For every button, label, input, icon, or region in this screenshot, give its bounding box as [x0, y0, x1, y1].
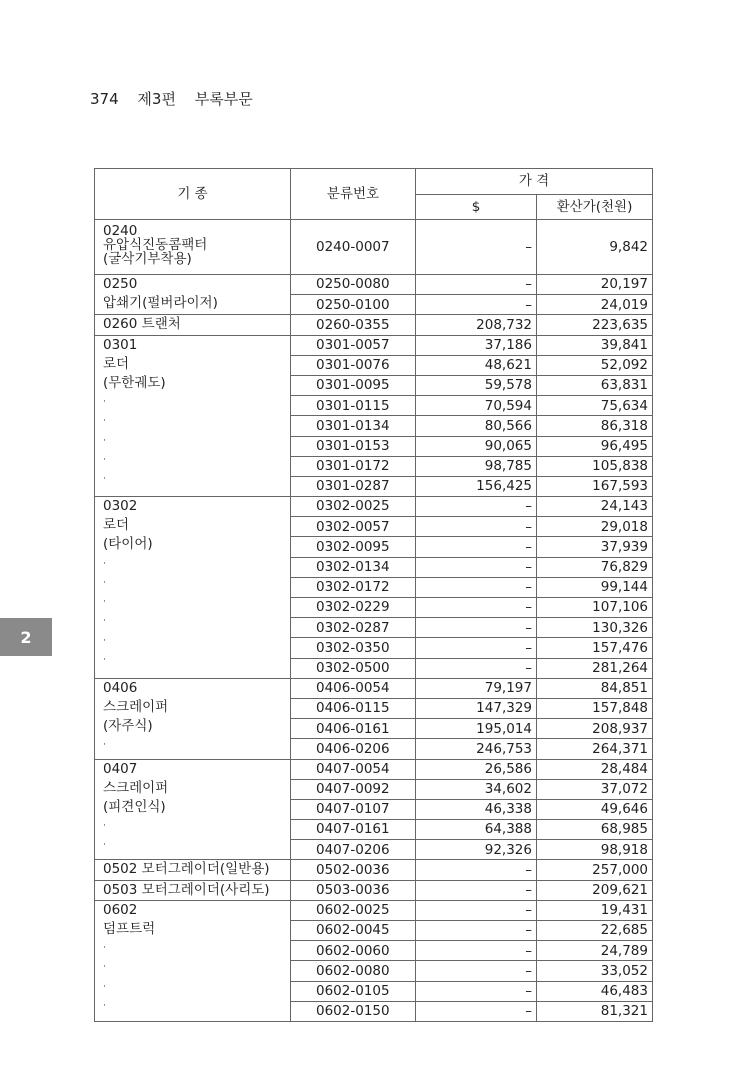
model-line: · — [103, 454, 106, 465]
code-cell: 0301-0095 — [291, 375, 416, 395]
krw-cell: 24,019 — [537, 295, 653, 315]
krw-cell: 20,197 — [537, 275, 653, 295]
krw-cell: 223,635 — [537, 315, 653, 335]
col-header-usd: $ — [416, 194, 537, 220]
krw-cell: 84,851 — [537, 678, 653, 698]
code-cell: 0302-0134 — [291, 557, 416, 577]
model-cell — [95, 860, 291, 880]
code-cell: 0301-0172 — [291, 456, 416, 476]
model-line: · — [103, 740, 106, 751]
usd-cell: 48,621 — [416, 355, 537, 375]
usd-cell: 208,732 — [416, 315, 537, 335]
krw-cell: 24,143 — [537, 497, 653, 517]
krw-cell: 157,848 — [537, 698, 653, 718]
code-cell: 0250-0080 — [291, 275, 416, 295]
code-cell: 0406-0206 — [291, 739, 416, 759]
model-line: 0302 — [103, 498, 138, 515]
usd-cell: 90,065 — [416, 436, 537, 456]
model-line: 0503 모터그레이더(사리도) — [103, 881, 270, 898]
usd-cell: – — [416, 517, 537, 537]
model-line: 스크레이퍼 — [103, 698, 169, 715]
model-line: · — [103, 943, 106, 954]
krw-cell: 37,072 — [537, 779, 653, 799]
krw-cell: 107,106 — [537, 598, 653, 618]
usd-cell: – — [416, 577, 537, 597]
usd-cell: – — [416, 275, 537, 295]
usd-cell: – — [416, 598, 537, 618]
price-table — [94, 168, 653, 1022]
usd-cell: – — [416, 860, 537, 880]
usd-cell: 46,338 — [416, 799, 537, 819]
col-header-model: 기 종 — [95, 169, 291, 220]
model-cell — [95, 880, 291, 900]
model-line: (무한궤도) — [103, 374, 166, 391]
code-cell: 0406-0161 — [291, 719, 416, 739]
model-line: 0250 — [103, 276, 138, 292]
model-line: 0301 — [103, 336, 138, 353]
col-header-krw: 환산가(천원) — [537, 194, 653, 220]
code-cell: 0602-0060 — [291, 941, 416, 961]
krw-cell: 98,918 — [537, 840, 653, 860]
krw-cell: 28,484 — [537, 759, 653, 779]
usd-cell: – — [416, 658, 537, 678]
krw-cell: 46,483 — [537, 981, 653, 1001]
code-cell: 0407-0054 — [291, 759, 416, 779]
code-cell: 0302-0229 — [291, 598, 416, 618]
usd-cell: 34,602 — [416, 779, 537, 799]
model-line: · — [103, 981, 106, 992]
code-cell: 0602-0150 — [291, 1001, 416, 1021]
model-cell — [95, 335, 291, 497]
model-line: (피견인식) — [103, 798, 166, 815]
krw-cell: 63,831 — [537, 375, 653, 395]
table-body — [95, 220, 653, 1022]
code-cell: 0301-0115 — [291, 396, 416, 416]
model-line: 0406 — [103, 679, 138, 696]
code-cell: 0406-0115 — [291, 698, 416, 718]
model-line: · — [103, 654, 106, 665]
code-cell: 0301-0057 — [291, 335, 416, 355]
section-label: 부록부문 — [194, 90, 253, 108]
code-cell: 0406-0054 — [291, 678, 416, 698]
model-line: 0602 — [103, 901, 138, 918]
code-cell: 0260-0355 — [291, 315, 416, 335]
model-line: · — [103, 416, 106, 427]
krw-cell: 19,431 — [537, 900, 653, 920]
usd-cell: – — [416, 941, 537, 961]
krw-cell: 49,646 — [537, 799, 653, 819]
table-row — [95, 900, 653, 920]
krw-cell: 33,052 — [537, 961, 653, 981]
krw-cell: 75,634 — [537, 396, 653, 416]
usd-cell: – — [416, 880, 537, 900]
table-row — [95, 678, 653, 698]
table-row — [95, 315, 653, 335]
model-cell — [95, 900, 291, 1021]
model-line: 0502 모터그레이더(일반용) — [103, 861, 270, 878]
code-cell: 0301-0153 — [291, 436, 416, 456]
krw-cell: 208,937 — [537, 719, 653, 739]
model-line: · — [103, 962, 106, 973]
code-cell: 0503-0036 — [291, 880, 416, 900]
code-cell: 0602-0080 — [291, 961, 416, 981]
usd-cell: – — [416, 1001, 537, 1021]
usd-cell: – — [416, 537, 537, 557]
krw-cell: 264,371 — [537, 739, 653, 759]
usd-cell: – — [416, 497, 537, 517]
usd-cell: 195,014 — [416, 719, 537, 739]
code-cell: 0602-0025 — [291, 900, 416, 920]
model-cell — [95, 759, 291, 860]
usd-cell: – — [416, 961, 537, 981]
code-cell: 0301-0287 — [291, 476, 416, 496]
model-line: 0407 — [103, 760, 138, 777]
usd-cell: 37,186 — [416, 335, 537, 355]
usd-cell: – — [416, 220, 537, 275]
code-cell: 0301-0134 — [291, 416, 416, 436]
table-row — [95, 220, 653, 275]
krw-cell: 96,495 — [537, 436, 653, 456]
page-header — [90, 88, 267, 109]
table-row — [95, 497, 653, 517]
usd-cell: 80,566 — [416, 416, 537, 436]
table-row — [95, 275, 653, 295]
model-cell — [95, 275, 291, 315]
krw-cell: 157,476 — [537, 638, 653, 658]
krw-cell: 52,092 — [537, 355, 653, 375]
model-line: (자주식) — [103, 718, 153, 735]
usd-cell: – — [416, 618, 537, 638]
model-line: · — [103, 821, 106, 832]
code-cell: 0240-0007 — [291, 220, 416, 275]
usd-cell: 59,578 — [416, 375, 537, 395]
krw-cell: 76,829 — [537, 557, 653, 577]
usd-cell: 147,329 — [416, 698, 537, 718]
chapter-tab: 2 — [0, 618, 52, 656]
code-cell: 0250-0100 — [291, 295, 416, 315]
model-line: (굴삭기부착용) — [103, 251, 192, 267]
code-cell: 0302-0095 — [291, 537, 416, 557]
krw-cell: 209,621 — [537, 880, 653, 900]
model-line: · — [103, 435, 106, 446]
model-line: · — [103, 577, 106, 588]
krw-cell: 39,841 — [537, 335, 653, 355]
krw-cell: 81,321 — [537, 1001, 653, 1021]
model-line: (타이어) — [103, 536, 153, 553]
model-cell — [95, 220, 291, 275]
model-line: · — [103, 558, 106, 569]
code-cell: 0302-0500 — [291, 658, 416, 678]
code-cell: 0302-0172 — [291, 577, 416, 597]
col-header-code: 분류번호 — [291, 169, 416, 220]
usd-cell: – — [416, 921, 537, 941]
code-cell: 0407-0206 — [291, 840, 416, 860]
code-cell: 0302-0025 — [291, 497, 416, 517]
usd-cell: 26,586 — [416, 759, 537, 779]
code-cell: 0602-0045 — [291, 921, 416, 941]
model-cell — [95, 678, 291, 759]
code-cell: 0301-0076 — [291, 355, 416, 375]
usd-cell: 98,785 — [416, 456, 537, 476]
krw-cell: 281,264 — [537, 658, 653, 678]
model-line: 0240 — [103, 223, 138, 239]
model-line: · — [103, 597, 106, 608]
usd-cell: 92,326 — [416, 840, 537, 860]
code-cell: 0302-0057 — [291, 517, 416, 537]
usd-cell: 79,197 — [416, 678, 537, 698]
model-line: 로더 — [103, 355, 130, 372]
model-line: 유압식진동콤팩터 — [103, 237, 208, 253]
table-row — [95, 860, 653, 880]
code-cell: 0407-0092 — [291, 779, 416, 799]
model-line: · — [103, 397, 106, 408]
code-cell: 0407-0161 — [291, 820, 416, 840]
krw-cell: 130,326 — [537, 618, 653, 638]
model-line: · — [103, 1000, 106, 1011]
usd-cell: – — [416, 981, 537, 1001]
model-line: 로더 — [103, 517, 130, 534]
krw-cell: 86,318 — [537, 416, 653, 436]
usd-cell: 64,388 — [416, 820, 537, 840]
code-cell: 0302-0287 — [291, 618, 416, 638]
krw-cell: 257,000 — [537, 860, 653, 880]
usd-cell: 246,753 — [416, 739, 537, 759]
model-line: 0260 트랜처 — [103, 316, 181, 333]
krw-cell: 68,985 — [537, 820, 653, 840]
krw-cell: 37,939 — [537, 537, 653, 557]
model-cell — [95, 497, 291, 679]
usd-cell: – — [416, 557, 537, 577]
code-cell: 0602-0105 — [291, 981, 416, 1001]
krw-cell: 105,838 — [537, 456, 653, 476]
model-cell — [95, 315, 291, 335]
krw-cell: 29,018 — [537, 517, 653, 537]
krw-cell: 9,842 — [537, 220, 653, 275]
krw-cell: 24,789 — [537, 941, 653, 961]
table-row — [95, 880, 653, 900]
model-line: 압쇄기(펄버라이저) — [103, 295, 218, 312]
model-line: 스크레이퍼 — [103, 779, 169, 796]
table-row — [95, 759, 653, 779]
usd-cell: 70,594 — [416, 396, 537, 416]
part-label: 제3편 — [137, 90, 176, 108]
krw-cell: 167,593 — [537, 476, 653, 496]
krw-cell: 22,685 — [537, 921, 653, 941]
model-line: · — [103, 840, 106, 851]
usd-cell: 156,425 — [416, 476, 537, 496]
col-header-price: 가 격 — [416, 169, 653, 195]
krw-cell: 99,144 — [537, 577, 653, 597]
usd-cell: – — [416, 295, 537, 315]
usd-cell: – — [416, 638, 537, 658]
code-cell: 0302-0350 — [291, 638, 416, 658]
model-line: · — [103, 616, 106, 627]
model-line: 덤프트럭 — [103, 921, 156, 938]
usd-cell: – — [416, 900, 537, 920]
table-row — [95, 335, 653, 355]
page-number: 374 — [90, 90, 119, 108]
code-cell: 0407-0107 — [291, 799, 416, 819]
model-line: · — [103, 635, 106, 646]
model-line: · — [103, 474, 106, 484]
code-cell: 0502-0036 — [291, 860, 416, 880]
